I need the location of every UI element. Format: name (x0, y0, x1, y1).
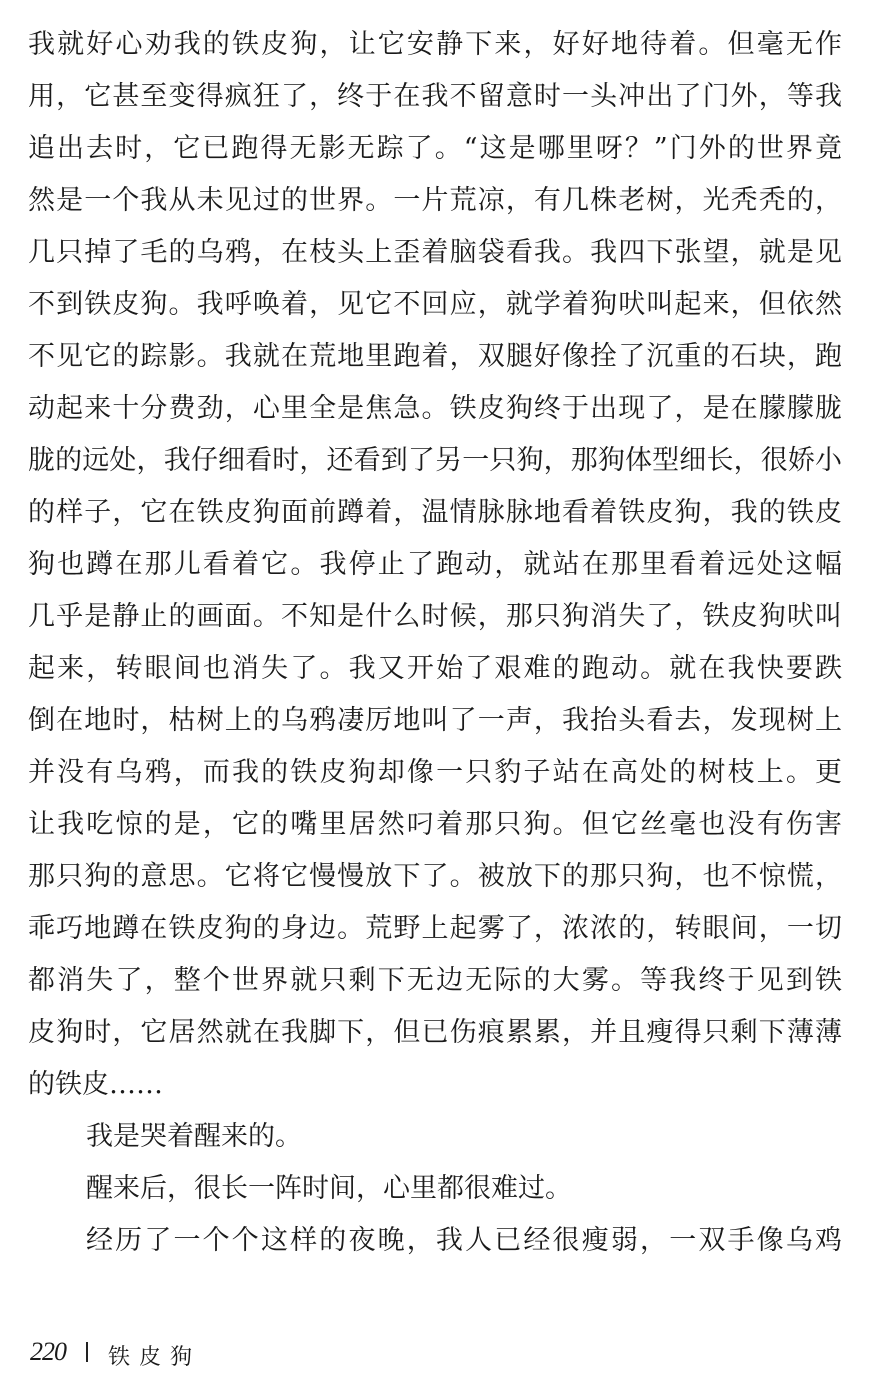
text-line: 的铁皮…… (28, 1069, 163, 1100)
text-line: 然是一个我从未见过的世界。一片荒凉，有几株老树，光秃秃的， (28, 185, 842, 216)
text-line: 让我吃惊的是，它的嘴里居然叼着那只狗。但它丝毫也没有伤害 (28, 809, 842, 840)
paragraph-line: 醒来后，很长一阵时间，心里都很难过。 (86, 1173, 572, 1204)
text-line: 并没有乌鸦，而我的铁皮狗却像一只豹子站在高处的树枝上。更 (28, 757, 842, 788)
text-line: 倒在地时，枯树上的乌鸦凄厉地叫了一声，我抬头看去，发现树上 (28, 705, 842, 736)
text-line: 几乎是静止的画面。不知是什么时候，那只狗消失了，铁皮狗吠叫 (28, 601, 842, 632)
page-number: 220 (30, 1337, 66, 1366)
text-line: 那只狗的意思。它将它慢慢放下了。被放下的那只狗，也不惊慌， (28, 861, 842, 892)
text-line: 的样子，它在铁皮狗面前蹲着，温情脉脉地看着铁皮狗，我的铁皮 (28, 497, 842, 528)
text-line: 狗也蹲在那儿看着它。我停止了跑动，就站在那里看着远处这幅 (28, 549, 842, 580)
text-line: 追出去时，它已跑得无影无踪了。“这是哪里呀？”门外的世界竟 (28, 133, 842, 164)
text-line: 我就好心劝我的铁皮狗，让它安静下来，好好地待着。但毫无作 (28, 29, 842, 60)
text-line: 乖巧地蹲在铁皮狗的身边。荒野上起雾了，浓浓的，转眼间，一切 (28, 913, 842, 944)
page-footer (30, 1332, 201, 1372)
text-line: 动起来十分费劲，心里全是焦急。铁皮狗终于出现了，是在朦朦胧 (28, 393, 842, 424)
text-line: 胧的远处，我仔细看时，还看到了另一只狗，那狗体型细长，很娇小 (28, 445, 842, 476)
paragraph-line: 经历了一个个这样的夜晚，我人已经很瘦弱，一双手像乌鸡 (86, 1225, 842, 1256)
text-line: 不见它的踪影。我就在荒地里跑着，双腿好像拴了沉重的石块，跑 (28, 341, 842, 372)
text-line: 不到铁皮狗。我呼唤着，见它不回应，就学着狗吠叫起来，但依然 (28, 289, 842, 320)
page-body (28, 19, 842, 1267)
running-title: 铁皮狗 (108, 1344, 202, 1370)
paragraph-line: 我是哭着醒来的。 (86, 1121, 302, 1152)
footer-divider (86, 1342, 88, 1362)
text-line: 起来，转眼间也消失了。我又开始了艰难的跑动。就在我快要跌 (28, 653, 842, 684)
text-line: 皮狗时，它居然就在我脚下，但已伤痕累累，并且瘦得只剩下薄薄 (28, 1017, 842, 1048)
text-line: 几只掉了毛的乌鸦，在枝头上歪着脑袋看我。我四下张望，就是见 (28, 237, 842, 268)
text-line: 用，它甚至变得疯狂了，终于在我不留意时一头冲出了门外，等我 (28, 81, 842, 112)
text-line: 都消失了，整个世界就只剩下无边无际的大雾。等我终于见到铁 (28, 965, 842, 996)
